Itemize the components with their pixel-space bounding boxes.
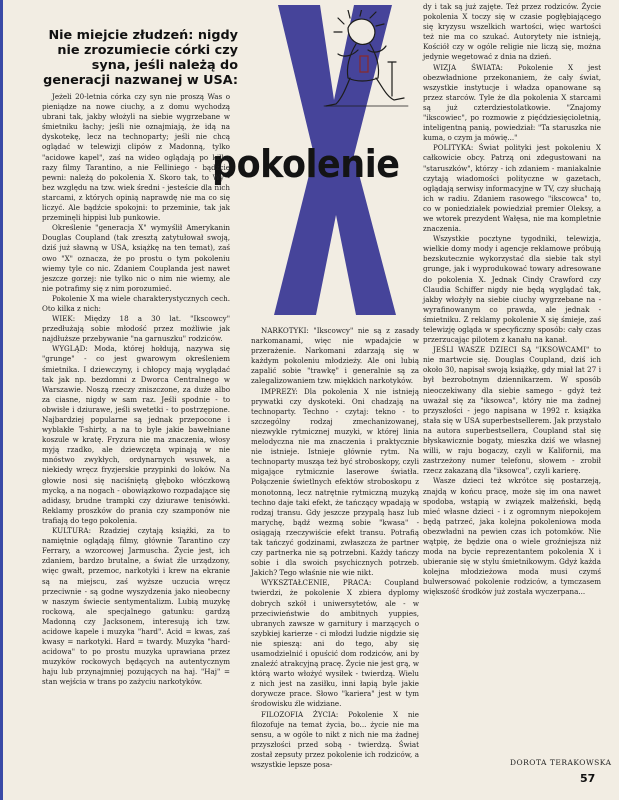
paragraph: Wszystkie pocztyne tygodniki, telewizja, wielkie domy mody i agencje reklamowe próbują bezskutecznie wykorzystać dla siebie tak styl grunge, jak i wyprodukować towary adresowane do pokolenia X. Jednak Cindy Crawford czy Claudia Schiffer nigdy nie będą wyglądać tak, jakby włożyły na siebie ciuchy wygrzebane na - wyrafinowanym co prawda, ale jednak - śmietniku. Z reklamy pokolenie X się śmieje, zaś telewizję ogląda w specyficzny sposób: cały czas przerzucając pilotem z kanału na kanał. [423,234,601,345]
article-column-3 [423,2,601,598]
author-byline: DOROTA TERAKOWSKA [510,758,612,767]
paragraph: POLITYKA: Świat polityki jest pokoleniu X całkowicie obcy. Patrzą oni zdegustowani na "staruszków", którzy - ich zdaniem - maniakalnie czytają wiadomości polityczne w gazetach, oglądają serwisy informacyjne w TV, czy słuchają ich w radiu. Zdaniem rasowego "ikscowca" to, co w poniedziałek powiedział premier Oleksy, a we wtorek prezydent Wałęsa, nie ma kompletnie znaczenia. [423,143,601,234]
paragraph: Jeżeli 20-letnia córka czy syn nie proszą Was o pieniądze na nowe ciuchy, a z domu wychodzą ubrani tak, jakby włożyli na siebie wygrzebane w śmietniku łachy; jeśli nie oznajmiają, że idą na dyskotekę, lecz na technoparty; jeśli nie chcą oglądać w telewizji clipów z Madonną, tylko "acidowe kapel", zaś na wideo oglądają po kilka razy filmy Tarantino, a nie Felliniego - bądźcie pewni: należą do pokolenia X. Skoro tak, to Wy - bez względu na tzw. wiek średni - jesteście dla nich starcami, z których opinią naprawdę nie ma co się liczyć. Ale bądźcie spokojni: to przeminie, tak jak przeminęli hippisi lub punkowie. [42,92,230,223]
article-column-1 [42,92,230,688]
paragraph: KULTURA: Rzadziej czytają książki, za to namiętnie oglądają filmy, głównie Tarantino czy Ferrary, a wzorcowej Jarmuscha. Życie jest, ich zdaniem, bardzo brutalne, a świat źle urządzony, więc gwałt, przemoc, narkotyki i krew na ekranie są na miejscu, zaś wyższe uczucia wręcz przeciwnie - są godne wyszydzenia jako nieobecny w naszym świecie sentymentalizm. Lubią muzykę rockową, ale specjalnego gatunku: gardzą Madonną czy Jacksonem, interesują ich tzw. acidowe kapele i muzyka "hard". Acid = kwas, zaś kwasy = narkotyki. Hard = twardy. Muzyka "hard-acidowa" to po prostu muzyka uprawiana przez muzyków rockowych będących na autentycznym haju lub przynajmniej pozujących na haj. "Haj" = stan wejścia w trans po zażyciu narkotyków. [42,526,230,687]
paragraph: WIZJA ŚWIATA: Pokolenie X jest obezwładnione przekonaniem, że cały świat, wszystkie instytucje i władza opanowane są przez starców. Tyle że dla pokolenia X starcami są już czterdziestolatkowie. "Znajomy "ikscowiec", po rozmowie z pięćdziesięcioletnią, inteligentną panią, powiedział: "Ta staruszka nie kuma, o czym ja mówię..." [423,62,601,143]
paragraph: Wasze dzieci też wkrótce się postarzeją, znajdą w końcu pracę, może się im ona nawet spodoba, wstąpią w związek małżeński, będą mieć własne dzieci - i z ogromnym niepokojem będą patrzeć, jaka kolejna pokoleniowa moda obezwładni na pewien czas ich potomków. Nie wątpię, że będzie ona o wiele groźniejsza niż moda na bycie reprezentantem pokolenia X i ubieranie się w stylu śmietnikowym. Gdyż każda kolejna młodzieżowa moda musi czymś bulwersować pokolenie rodziców, a tymczasem większość środków już została wyczerpana... [423,476,601,597]
paragraph: Określenie "generacja X" wymyślił Amerykanin Douglas Coupland (tak zresztą zatytułował swoją, dziś już sławną w USA, książkę na ten temat), zaś owo "X" oznacza, że po prostu o tym pokoleniu wiemy tyle co nic. Zdaniem Couplanda jest nawet jeszcze gorzej: nie tylko nic o nim nie wiemy, ale nie potrafimy się z nim porozumieć. [42,223,230,293]
paragraph: WIEK: Między 18 a 30 lat. "Ikscowcy" przedłużają sobie młodość przez możliwie jak najdłuższe przebywanie "na garnuszku" rodziców. [42,314,230,344]
headline: Nie miejcie złudzeń: nigdy nie zrozumiecie córki czy syna, jeśli należą do generacji nazwanej w USA: [43,28,238,88]
page-number: 57 [580,772,596,785]
page-edge-band [0,0,3,800]
paragraph: FILOZOFIA ŻYCIA: Pokolenie X nie filozofuje na temat życia, bo... życie nie ma sensu, a w ogóle to nikt z nich nie ma żadnej przyszłości przed sobą - twierdzą. Świat został zepsuty przez pokolenie ich rodziców, a wszystkie lepsze posa- [251,709,419,770]
hero-word: pokolenie [212,142,400,186]
paragraph: WYKSZTAŁCENIE, PRACA: Coupland twierdzi, że pokolenie X zbiera dyplomy dobrych szkół i uniwersytetów, ale - w przeciwieństwie do ambitnych yuppies, ubranych zawsze w garnitury i marzących o szybkiej karierze - ci młodzi ludzie nigdzie się nie spieszą: ani do tego, aby się usamodzielnić i opuścić dom rodziców, ani by znaleźć atrakcyjną pracę. Życie nie jest grą, w którą warto włożyć wysiłek - twierdzą. Wielu z nich jest na zasiłku, inni łapią byle jakie dorywcze prace. Słowo "kariera" jest w tym środowisku źle widziane. [251,578,419,709]
paragraph: WYGLĄD: Moda, której hołdują, nazywa się "grunge" - co jest gwarowym określeniem śmietnika. I dziewczyny, i chłopcy mają wyglądać tak jak np. bezdomni z Dworca Centralnego w Warszawie. Noszą rzeczy zniszczone, za duże albo za ciasne, nigdy w sam raz. Jeśli spodnie - to obwisłe i dziurawe, jeśli swetetki - to postrzępione. Najbardziej popularne są jednak przepocone i wyblakłe T-shirty, a na to byle jakie bawełniane koszule w kratę. Fryzura nie ma znaczenia, włosy myją rzadko, ale dziewczęta wpinają w nie mnóstwo zwykłych, ordynarnych wsuwek, a niekiedy wręcz fryzjerskie przypinki do loków. Na głowie nosi się naciśniętą głęboko włóczkową mycką, a na nogach - obowiązkowo rozpadające się adidasy, brudne trampki czy dziurawe tenisówki. Reklamy proszków do prania czy szamponów nie trafiają do tego pokolenia. [42,344,230,525]
illustration-figure [318,10,414,114]
paragraph: IMPREZY: Dla pokolenia X nie istnieją prywatki czy dyskoteki. Oni chadzają na technoparty. Techno - czytaj: tekno - to szczególny rodzaj zmechanizowanej, niezwykle rytmicznej muzyki, w której linia melodyczna nie ma znaczenia i praktycznie nie istnieje. Istnieje głównie rytm. Na technoparty musząa też być stroboskopy, czyli migające rytmicznie laserowe światła. Połączenie świetlnych efektów stroboskopu z monotonną, lecz natrętnie rytmiczną muzyką techno daje taki efekt, że tańczący wpadają w rodzaj transu. Gdy jeszcze przypalą hasz lub marychę, bądź wezmą sobie "kwasa" - osiągają rzeczywiście efekt transu. Potrafią tak tańczyć godzinami, zwłaszcza że partner czy partnerka nie są potrzebni. Każdy tańczy sobie i dla swoich psychicznych potrzeb. Jakich? Tego właśnie nie wie nikt. [251,386,419,578]
paragraph: Pokolenie X ma wiele charakterystycznych cech. Oto kilka z nich: [42,293,230,313]
paragraph: dy i tak są już zajęte. Też przez rodziców. Życie pokolenia X toczy się w czasie pogłębiającego się kryzysu wszelkich wartości, więc wartości też nie ma co szukać. Autorytety nie istnieją, Kościół czy w ogóle religie nie liczą się, można jedynie wegetować z dnia na dzień. [423,2,601,62]
paragraph: JEŚLI WASZE DZIECI SĄ "IKSOWCAMI" to nie martwcie się. Douglas Coupland, dziś ich około 30, napisał swoją książkę, gdy miał lat 27 i był bezrobotnym dziennikarzem. W sposób nieoczekiwany dla siebie samego - gdyż też uważał się za "iksowca", który nie ma żadnej przyszłości - jego napisana w 1992 r. książka stała się w USA superbestsellerem. Jak przystało na autora superbestsellera, Coupland stał się błyskawicznie bogaty, mieszka dziś we własnej willi, w raju bogaczy, czyli w Kalifornii, ma zastrzeżony numer telefonu, słowem - zrobił rzecz zakazaną dla "iksowca", czyli karierę. [423,345,601,476]
article-column-2 [251,326,419,770]
paragraph: NARKOTYKI: "Ikscowcy" nie są z zasady narkomanami, więc nie wpadajcie w przerażenie. Narkomani zdarzają się w każdym pokoleniu młodzieży. Ale oni lubią zapalić sobie "trawkę" i generalnie są za zalegalizowaniem tzw. miękkich narkotyków. [251,326,419,386]
